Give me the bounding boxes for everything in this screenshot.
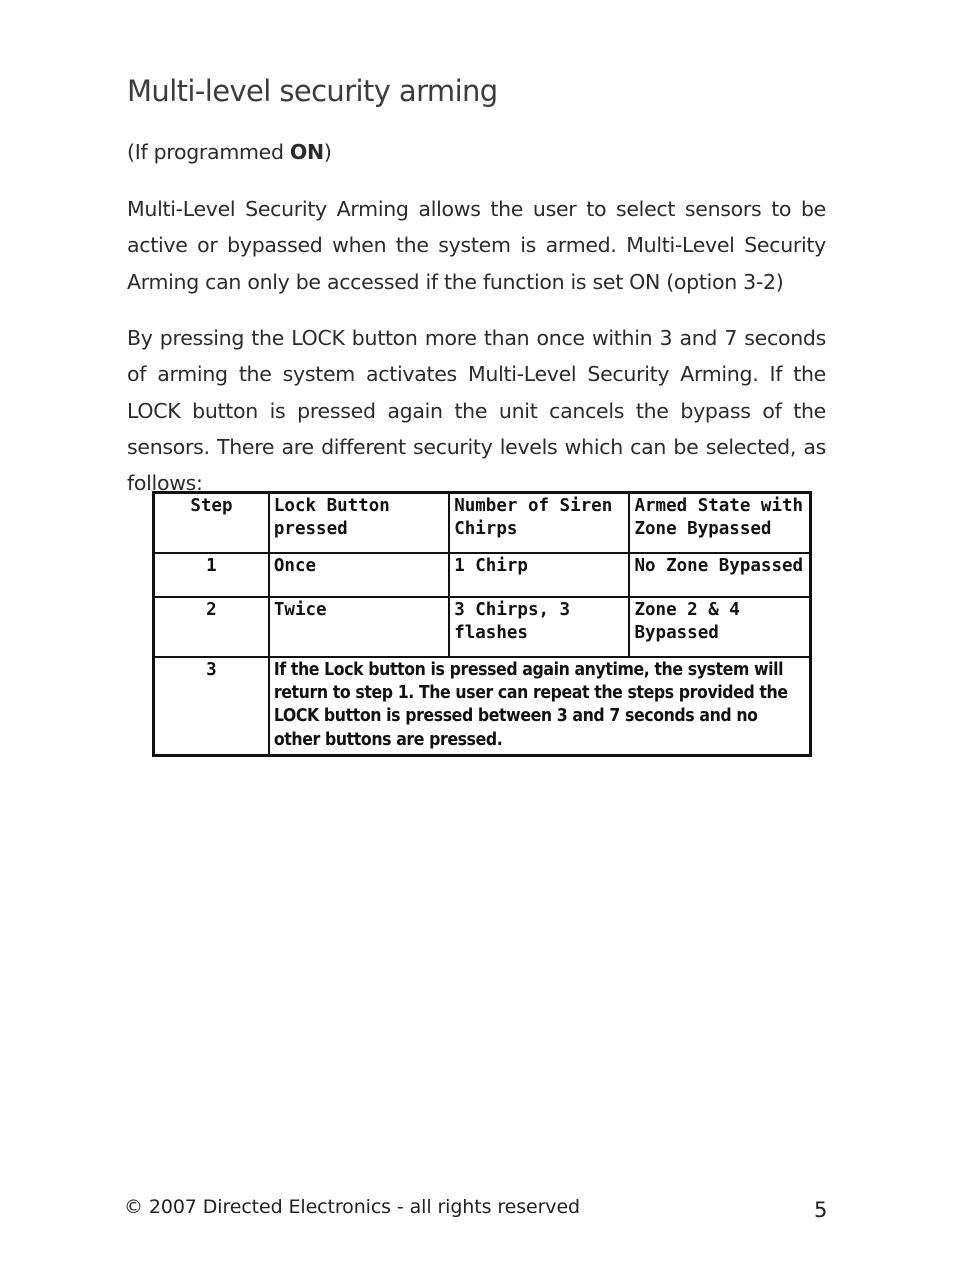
note-prefix: (If programmed [127, 140, 290, 164]
header-step: Step [154, 493, 269, 554]
header-lock-button: Lock Button pressed [269, 493, 449, 554]
lock-presses: Twice [269, 597, 449, 657]
security-levels-table [152, 491, 812, 757]
table-row [154, 553, 811, 597]
lock-presses: Once [269, 553, 449, 597]
copyright-footer: © 2007 Directed Electronics - all rights reserved [124, 1196, 580, 1218]
table-header-row [154, 493, 811, 554]
note-suffix: ) [323, 140, 332, 164]
page-number: 5 [814, 1198, 828, 1222]
table-row [154, 597, 811, 657]
armed-state: No Zone Bypassed [629, 553, 810, 597]
note-on-keyword: ON [289, 140, 324, 164]
siren-chirps: 3 Chirps, 3 flashes [449, 597, 629, 657]
header-siren-chirps: Number of Siren Chirps [449, 493, 629, 554]
step-number: 2 [154, 597, 269, 657]
armed-state: Zone 2 & 4 Bypassed [629, 597, 810, 657]
step-number: 1 [154, 553, 269, 597]
header-armed-state: Armed State with Zone Bypassed [629, 493, 810, 554]
page-title: Multi-level security arming [127, 74, 498, 108]
reset-note: If the Lock button is pressed again anytime, the system will return to step 1. The user can repeat the steps provided the LOCK button is pressed between 3 and 7 seconds and no other buttons are pressed. [269, 657, 811, 756]
step-number: 3 [154, 657, 269, 756]
table-row [154, 657, 811, 756]
siren-chirps: 1 Chirp [449, 553, 629, 597]
usage-paragraph: By pressing the LOCK button more than once within 3 and 7 seconds of arming the system activates Multi-Level Security Arming. If the LOCK button is pressed again the unit cancels the bypass of the sensors. There are different security levels which can be selected, as follows: [127, 326, 826, 496]
programmed-note [127, 140, 332, 164]
intro-paragraph: Multi-Level Security Arming allows the user to select sensors to be active or bypassed when the system is armed. Multi-Level Security Arming can only be accessed if the function is set ON (option 3-2) [127, 197, 826, 294]
